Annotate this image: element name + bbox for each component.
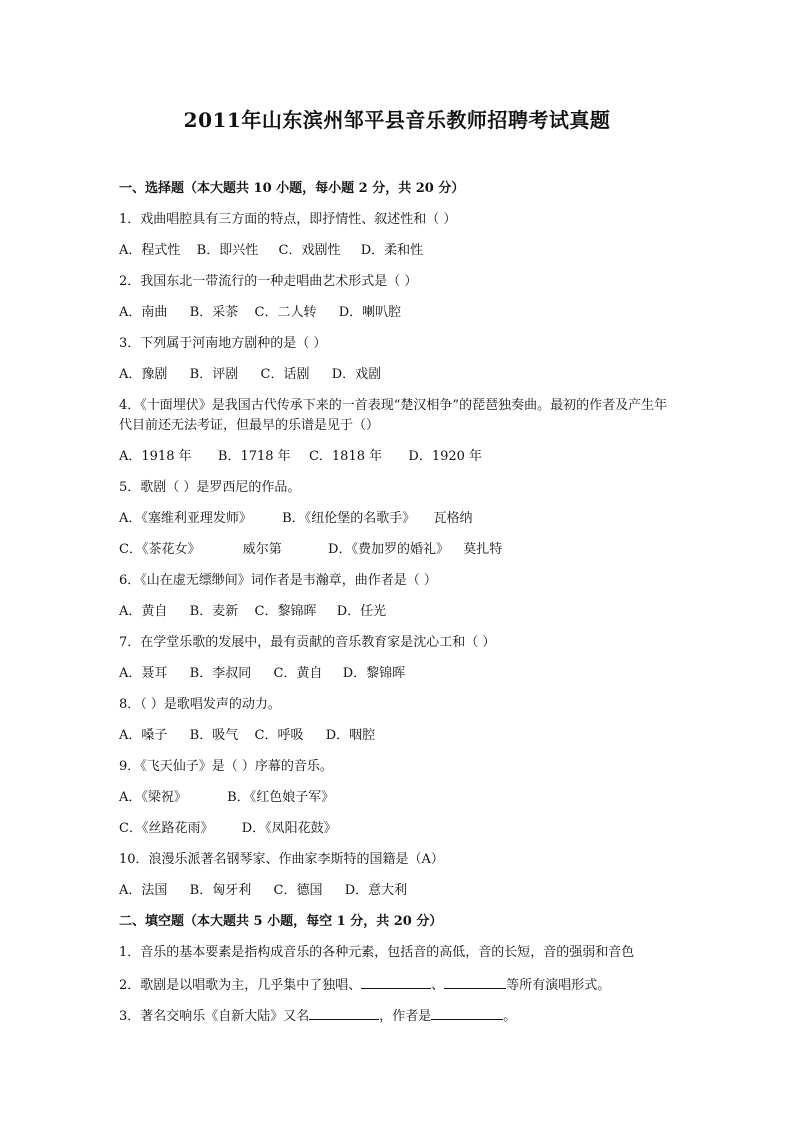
composer-c: 威尔第 <box>242 542 282 557</box>
question-10: 10．浪漫乐派著名钢琴家、作曲家李斯特的国籍是（A） <box>119 852 444 867</box>
section-heading-fill: 二、填空题（本大题共 5 小题，每空 1 分，共 20 分） <box>119 914 443 929</box>
fill-question-3: 3．著名交响乐《自新大陆》又名 ，作者是 。 <box>119 1005 679 1036</box>
option-a: A．法国 <box>119 883 168 898</box>
section-heading-choice: 一、选择题（本大题共 10 小题，每小题 2 分，共 20 分） <box>119 181 465 196</box>
options-9-line-2 <box>119 819 679 850</box>
option-a: A．《梁祝》 <box>119 790 187 805</box>
question-6: 6．《山在虚无缥缈间》词作者是韦瀚章，曲作者是（ ） <box>119 573 437 588</box>
options-5-line-1 <box>119 509 679 540</box>
fill-blank[interactable] <box>309 1005 379 1020</box>
options-1 <box>119 241 679 272</box>
fill-question-2: 2．歌剧是以唱歌为主，几乎集中了独唱、 、 等所有演唱形式。 <box>119 974 679 1005</box>
option-a: A．《塞维利亚理发师》 <box>119 511 252 526</box>
composer-d: 莫扎特 <box>463 542 503 557</box>
option-d: D．咽腔 <box>325 728 376 743</box>
option-c: C．二人转 <box>254 305 317 320</box>
option-d: D．任光 <box>336 604 387 619</box>
option-b: B．匈牙利 <box>189 883 252 898</box>
options-10 <box>119 881 679 912</box>
composer-b: 瓦格纳 <box>433 511 473 526</box>
option-c: C．呼吸 <box>254 728 304 743</box>
option-d: D．1920 年 <box>408 449 483 464</box>
question-5: 5．歌剧（ ）是罗西尼的作品。 <box>119 480 301 495</box>
question-9: 9．《飞天仙子》是（ ）序幕的音乐。 <box>119 759 333 774</box>
question-2: 2．我国东北一带流行的一种走唱曲艺术形式是（ ） <box>119 274 418 289</box>
option-b: B．麦新 <box>189 604 239 619</box>
page-title: 2011年山东滨州邹平县音乐教师招聘考试真题 <box>183 108 611 132</box>
fill-blank[interactable] <box>431 1005 503 1020</box>
option-b: B．《纽伦堡的名歌手》 <box>282 511 416 526</box>
option-b: B．李叔同 <box>189 666 252 681</box>
question-4: 4．《十面埋伏》是我国古代传承下来的一首表现“楚汉相争”的琵琶独奏曲。最初的作者及产生年代目前还无法考证，但最早的乐谱是见于（） <box>119 398 668 433</box>
option-d: D．《凤阳花鼓》 <box>241 821 337 836</box>
option-b: B．即兴性 <box>196 243 259 258</box>
options-2 <box>119 303 679 334</box>
option-d: D．黎锦晖 <box>342 666 406 681</box>
option-a: A．聂耳 <box>119 666 168 681</box>
question-7: 7．在学堂乐歌的发展中，最有贡献的音乐教育家是沈心工和（ ） <box>119 635 496 650</box>
fill-blank[interactable] <box>444 974 506 989</box>
option-a: A．黄自 <box>119 604 168 619</box>
option-d: D．《费加罗的婚礼》 <box>328 542 449 557</box>
option-d: D．喇叭腔 <box>338 305 402 320</box>
fill-question-1: 1．音乐的基本要素是指构成音乐的各种元素，包括音的高低，音的长短，音的强弱和音色 <box>119 945 635 960</box>
option-a: A．1918 年 <box>119 449 192 464</box>
option-c: C．黎锦晖 <box>254 604 317 619</box>
options-9-line-1 <box>119 788 679 819</box>
options-3 <box>119 365 679 396</box>
option-c: C．1818 年 <box>308 449 383 464</box>
options-8 <box>119 726 679 757</box>
option-c: C．德国 <box>273 883 323 898</box>
option-d: D．意大利 <box>344 883 408 898</box>
option-a: A．南曲 <box>119 305 168 320</box>
option-c: C．《丝路花雨》 <box>119 821 214 836</box>
option-b: B．采茶 <box>189 305 239 320</box>
option-c: C．话剧 <box>260 367 310 382</box>
option-a: A．程式性 <box>119 243 181 258</box>
option-a: A．嗓子 <box>119 728 168 743</box>
options-4 <box>119 447 679 478</box>
option-b: B．《红色娘子军》 <box>227 790 335 805</box>
option-b: B．1718 年 <box>217 449 291 464</box>
option-b: B．吸气 <box>189 728 239 743</box>
option-c: C．《茶花女》 <box>119 542 201 557</box>
options-5-line-2 <box>119 540 679 571</box>
options-6 <box>119 602 679 633</box>
option-d: D．戏剧 <box>331 367 382 382</box>
option-d: D．柔和性 <box>360 243 424 258</box>
option-c: C．戏剧性 <box>278 243 341 258</box>
option-b: B．评剧 <box>189 367 239 382</box>
question-8: 8．（ ）是歌唱发声的动力。 <box>119 697 281 712</box>
option-c: C．黄自 <box>273 666 323 681</box>
fill-blank[interactable] <box>361 974 431 989</box>
question-3: 3．下列属于河南地方剧种的是（ ） <box>119 336 327 351</box>
exam-content <box>119 179 679 1036</box>
option-a: A．豫剧 <box>119 367 168 382</box>
question-1: 1．戏曲唱腔具有三方面的特点，即抒情性、叙述性和（ ） <box>119 212 457 227</box>
options-7 <box>119 664 679 695</box>
